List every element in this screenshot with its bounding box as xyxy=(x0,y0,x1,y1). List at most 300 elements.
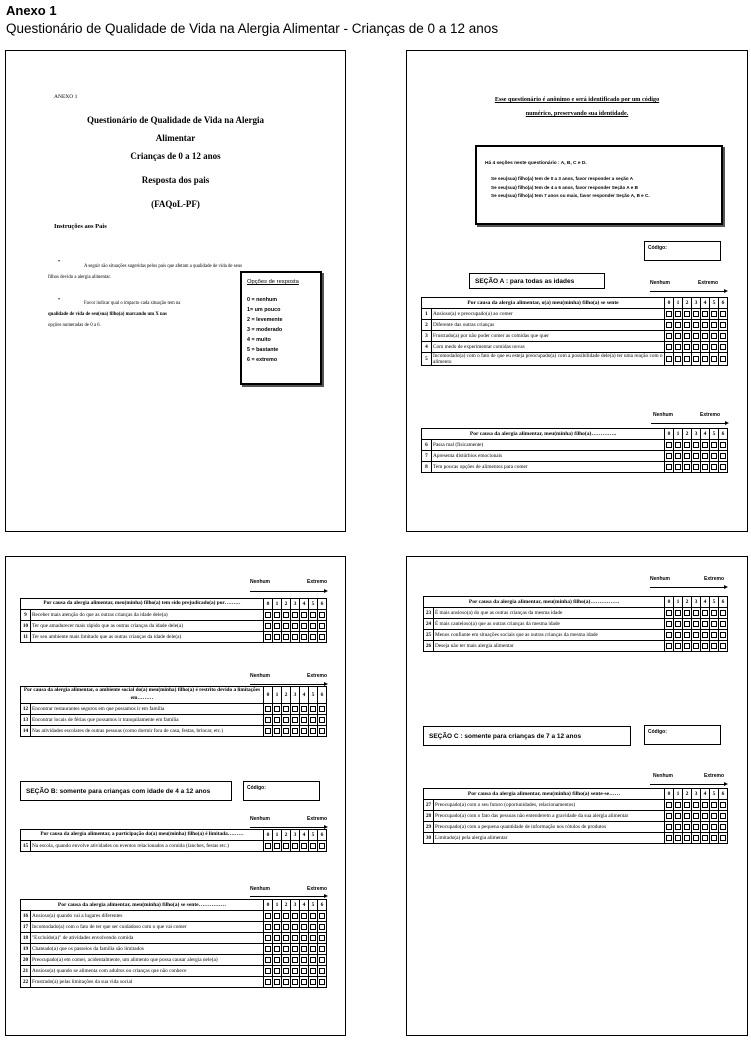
answer-checkbox[interactable] xyxy=(310,968,316,974)
answer-checkbox[interactable] xyxy=(292,935,298,941)
answer-checkbox[interactable] xyxy=(265,623,271,629)
answer-checkbox[interactable] xyxy=(684,621,690,627)
answer-checkbox[interactable] xyxy=(265,728,271,734)
answer-checkbox[interactable] xyxy=(265,924,271,930)
table-header: Por causa da alergia alimentar, a participação do(a) meu(minha) filho(a) é limitada……… xyxy=(21,830,264,841)
answer-checkbox[interactable] xyxy=(666,344,672,350)
answer-checkbox[interactable] xyxy=(702,344,708,350)
answer-checkbox[interactable] xyxy=(711,356,717,362)
answer-checkbox[interactable] xyxy=(666,356,672,362)
answer-checkbox[interactable] xyxy=(283,968,289,974)
answer-cell xyxy=(264,944,273,955)
answer-checkbox[interactable] xyxy=(310,706,316,712)
answer-cell xyxy=(309,632,318,643)
answer-checkbox[interactable] xyxy=(675,824,681,830)
scale-arrow xyxy=(651,423,727,424)
answer-checkbox[interactable] xyxy=(265,913,271,919)
code-box[interactable]: Código: xyxy=(644,241,721,261)
answer-checkbox[interactable] xyxy=(720,835,726,841)
answer-checkbox[interactable] xyxy=(684,356,690,362)
answer-cell xyxy=(282,621,291,632)
answer-checkbox[interactable] xyxy=(265,717,271,723)
answer-checkbox[interactable] xyxy=(274,612,280,618)
answer-checkbox[interactable] xyxy=(666,643,672,649)
answer-cell xyxy=(318,621,327,632)
answer-checkbox[interactable] xyxy=(265,957,271,963)
answer-checkbox[interactable] xyxy=(702,464,708,470)
answer-checkbox[interactable] xyxy=(301,717,307,723)
answer-checkbox[interactable] xyxy=(711,621,717,627)
answer-checkbox[interactable] xyxy=(319,968,325,974)
answer-checkbox[interactable] xyxy=(301,843,307,849)
answer-cell xyxy=(300,841,309,852)
answer-cell xyxy=(318,911,327,922)
answer-checkbox[interactable] xyxy=(310,612,316,618)
answer-checkbox[interactable] xyxy=(319,634,325,640)
answer-checkbox[interactable] xyxy=(274,843,280,849)
answer-checkbox[interactable] xyxy=(702,632,708,638)
answer-checkbox[interactable] xyxy=(702,453,708,459)
answer-cell xyxy=(282,966,291,977)
answer-checkbox[interactable] xyxy=(310,717,316,723)
answer-checkbox[interactable] xyxy=(720,813,726,819)
answer-cell xyxy=(318,841,327,852)
answer-checkbox[interactable] xyxy=(265,979,271,985)
answer-checkbox[interactable] xyxy=(711,442,717,448)
answer-checkbox[interactable] xyxy=(720,311,726,317)
answer-checkbox[interactable] xyxy=(301,634,307,640)
answer-checkbox[interactable] xyxy=(319,706,325,712)
anonymity-notice: Esse questionário é anônimo e será identificado por um código numérico, preservando sua identidade. xyxy=(494,96,660,117)
answer-checkbox[interactable] xyxy=(274,728,280,734)
answer-checkbox[interactable] xyxy=(711,643,717,649)
answer-checkbox[interactable] xyxy=(274,924,280,930)
answer-checkbox[interactable] xyxy=(711,824,717,830)
answer-checkbox[interactable] xyxy=(720,464,726,470)
answer-cell xyxy=(710,641,719,652)
answer-checkbox[interactable] xyxy=(702,643,708,649)
answer-checkbox[interactable] xyxy=(684,322,690,328)
answer-checkbox[interactable] xyxy=(711,632,717,638)
table-header: Por causa da alergia alimentar, meu(minha) filho(a)………….. xyxy=(422,429,665,440)
answer-checkbox[interactable] xyxy=(301,979,307,985)
answer-checkbox[interactable] xyxy=(283,946,289,952)
answer-cell xyxy=(719,822,728,833)
answer-checkbox[interactable] xyxy=(274,717,280,723)
answer-checkbox[interactable] xyxy=(711,333,717,339)
answer-checkbox[interactable] xyxy=(711,453,717,459)
answer-checkbox[interactable] xyxy=(283,706,289,712)
answer-checkbox[interactable] xyxy=(319,913,325,919)
answer-checkbox[interactable] xyxy=(283,717,289,723)
answer-checkbox[interactable] xyxy=(319,612,325,618)
answer-checkbox[interactable] xyxy=(292,612,298,618)
table-row xyxy=(21,922,327,933)
answer-cell xyxy=(309,922,318,933)
question-number: 4 xyxy=(422,342,432,353)
answer-checkbox[interactable] xyxy=(292,728,298,734)
answer-checkbox[interactable] xyxy=(265,634,271,640)
answer-checkbox[interactable] xyxy=(693,813,699,819)
answer-checkbox[interactable] xyxy=(720,453,726,459)
answer-checkbox[interactable] xyxy=(666,464,672,470)
answer-checkbox[interactable] xyxy=(310,623,316,629)
answer-cell xyxy=(719,342,728,353)
answer-checkbox[interactable] xyxy=(711,322,717,328)
answer-checkbox[interactable] xyxy=(720,344,726,350)
answer-checkbox[interactable] xyxy=(319,979,325,985)
question-text: Nas atividades escolares de outras pessoas (como dormir fora de casa, festas, brincar, etc.) xyxy=(31,725,264,736)
answer-checkbox[interactable] xyxy=(702,610,708,616)
answer-checkbox[interactable] xyxy=(693,464,699,470)
answer-checkbox[interactable] xyxy=(310,913,316,919)
answer-checkbox[interactable] xyxy=(310,935,316,941)
table-section-a-1 xyxy=(421,297,728,366)
answer-checkbox[interactable] xyxy=(319,717,325,723)
answer-checkbox[interactable] xyxy=(292,843,298,849)
answer-checkbox[interactable] xyxy=(693,824,699,830)
answer-checkbox[interactable] xyxy=(702,621,708,627)
answer-checkbox[interactable] xyxy=(711,464,717,470)
answer-cell xyxy=(318,922,327,933)
answer-checkbox[interactable] xyxy=(684,442,690,448)
answer-checkbox[interactable] xyxy=(283,623,289,629)
answer-checkbox[interactable] xyxy=(292,717,298,723)
answer-checkbox[interactable] xyxy=(292,957,298,963)
answer-cell xyxy=(701,811,710,822)
answer-checkbox[interactable] xyxy=(711,311,717,317)
answer-checkbox[interactable] xyxy=(666,621,672,627)
answer-checkbox[interactable] xyxy=(693,442,699,448)
answer-checkbox[interactable] xyxy=(720,802,726,808)
answer-cell xyxy=(282,725,291,736)
answer-cell xyxy=(701,641,710,652)
answer-checkbox[interactable] xyxy=(301,913,307,919)
answer-checkbox[interactable] xyxy=(283,843,289,849)
answer-cell xyxy=(683,342,692,353)
answer-cell xyxy=(674,320,683,331)
answer-cell xyxy=(273,911,282,922)
answer-checkbox[interactable] xyxy=(666,813,672,819)
answer-checkbox[interactable] xyxy=(720,333,726,339)
answer-checkbox[interactable] xyxy=(693,610,699,616)
answer-checkbox[interactable] xyxy=(310,979,316,985)
answer-checkbox[interactable] xyxy=(319,623,325,629)
answer-checkbox[interactable] xyxy=(684,802,690,808)
answer-checkbox[interactable] xyxy=(310,924,316,930)
answer-checkbox[interactable] xyxy=(319,924,325,930)
answer-checkbox[interactable] xyxy=(702,824,708,830)
answer-checkbox[interactable] xyxy=(274,935,280,941)
answer-checkbox[interactable] xyxy=(666,802,672,808)
answer-cell xyxy=(291,944,300,955)
answer-checkbox[interactable] xyxy=(675,344,681,350)
answer-cell xyxy=(665,440,674,451)
answer-checkbox[interactable] xyxy=(292,706,298,712)
answer-cell xyxy=(318,966,327,977)
scale-column-header: 2 xyxy=(282,599,291,610)
answer-checkbox[interactable] xyxy=(684,333,690,339)
answer-checkbox[interactable] xyxy=(274,968,280,974)
scale-column-header: 2 xyxy=(683,789,692,800)
answer-checkbox[interactable] xyxy=(675,610,681,616)
answer-checkbox[interactable] xyxy=(265,612,271,618)
answer-checkbox[interactable] xyxy=(693,453,699,459)
answer-checkbox[interactable] xyxy=(265,946,271,952)
answer-checkbox[interactable] xyxy=(693,344,699,350)
answer-checkbox[interactable] xyxy=(720,610,726,616)
code-box[interactable]: Código: xyxy=(644,725,721,745)
answer-checkbox[interactable] xyxy=(693,311,699,317)
answer-checkbox[interactable] xyxy=(666,311,672,317)
answer-checkbox[interactable] xyxy=(274,913,280,919)
answer-checkbox[interactable] xyxy=(283,957,289,963)
question-number: 14 xyxy=(21,725,31,736)
answer-cell xyxy=(264,933,273,944)
table-row xyxy=(21,944,327,955)
answer-checkbox[interactable] xyxy=(720,442,726,448)
answer-checkbox[interactable] xyxy=(702,835,708,841)
answer-checkbox[interactable] xyxy=(684,610,690,616)
answer-checkbox[interactable] xyxy=(265,706,271,712)
section-b-label: SEÇÃO B: somente para crianças com idade de 4 a 12 anos xyxy=(20,781,232,801)
question-number: 1 xyxy=(422,309,432,320)
answer-checkbox[interactable] xyxy=(675,322,681,328)
answer-checkbox[interactable] xyxy=(702,322,708,328)
answer-checkbox[interactable] xyxy=(675,356,681,362)
answer-checkbox[interactable] xyxy=(720,356,726,362)
answer-cell xyxy=(282,922,291,933)
answer-cell xyxy=(665,342,674,353)
answer-checkbox[interactable] xyxy=(301,946,307,952)
table-section-c xyxy=(423,788,728,844)
answer-checkbox[interactable] xyxy=(292,913,298,919)
question-text: Passa mal (fisicamente) xyxy=(432,440,665,451)
answer-checkbox[interactable] xyxy=(711,802,717,808)
answer-checkbox[interactable] xyxy=(711,835,717,841)
answer-checkbox[interactable] xyxy=(301,935,307,941)
answer-checkbox[interactable] xyxy=(684,835,690,841)
answer-checkbox[interactable] xyxy=(301,924,307,930)
answer-checkbox[interactable] xyxy=(301,706,307,712)
answer-checkbox[interactable] xyxy=(274,957,280,963)
answer-cell xyxy=(318,725,327,736)
answer-cell xyxy=(309,621,318,632)
answer-checkbox[interactable] xyxy=(283,634,289,640)
answer-checkbox[interactable] xyxy=(319,728,325,734)
answer-checkbox[interactable] xyxy=(310,843,316,849)
scale-column-header: 0 xyxy=(665,429,674,440)
answer-checkbox[interactable] xyxy=(283,935,289,941)
table-row xyxy=(21,955,327,966)
answer-cell xyxy=(291,966,300,977)
answer-checkbox[interactable] xyxy=(283,728,289,734)
answer-checkbox[interactable] xyxy=(693,322,699,328)
answer-cell xyxy=(273,922,282,933)
answer-cell xyxy=(674,833,683,844)
scale-column-header: 3 xyxy=(291,599,300,610)
answer-cell xyxy=(683,331,692,342)
answer-checkbox[interactable] xyxy=(675,333,681,339)
answer-cell xyxy=(318,703,327,714)
answer-checkbox[interactable] xyxy=(301,957,307,963)
answer-cell xyxy=(719,353,728,366)
instruction-1: A seguir são situações sugeridas pelos pais que afetam a qualidade de vida de seus filhos devido a alergia alimentar. xyxy=(48,264,242,280)
scale-column-header: 1 xyxy=(273,599,282,610)
answer-checkbox[interactable] xyxy=(675,802,681,808)
answer-checkbox[interactable] xyxy=(666,610,672,616)
answer-checkbox[interactable] xyxy=(684,824,690,830)
answer-checkbox[interactable] xyxy=(666,442,672,448)
answer-checkbox[interactable] xyxy=(702,813,708,819)
table-header: Por causa da alergia alimentar, meu(minha) filho(a) tem sido prejudicado(a) por……… xyxy=(21,599,264,610)
scale-column-header: 3 xyxy=(291,687,300,704)
answer-checkbox[interactable] xyxy=(675,643,681,649)
answer-checkbox[interactable] xyxy=(292,968,298,974)
scale-column-header: 4 xyxy=(701,298,710,309)
answer-checkbox[interactable] xyxy=(283,979,289,985)
answer-cell xyxy=(309,966,318,977)
answer-checkbox[interactable] xyxy=(693,835,699,841)
table-row xyxy=(21,632,327,643)
answer-checkbox[interactable] xyxy=(274,634,280,640)
answer-checkbox[interactable] xyxy=(675,632,681,638)
scale-column-header: 6 xyxy=(318,830,327,841)
answer-checkbox[interactable] xyxy=(301,968,307,974)
answer-checkbox[interactable] xyxy=(292,946,298,952)
answer-checkbox[interactable] xyxy=(292,924,298,930)
scale-column-header: 3 xyxy=(692,429,701,440)
answer-checkbox[interactable] xyxy=(675,835,681,841)
answer-checkbox[interactable] xyxy=(319,946,325,952)
answer-cell xyxy=(692,353,701,366)
answer-checkbox[interactable] xyxy=(684,813,690,819)
answer-cell xyxy=(264,725,273,736)
answer-checkbox[interactable] xyxy=(684,344,690,350)
scale-column-header: 2 xyxy=(282,830,291,841)
answer-checkbox[interactable] xyxy=(720,322,726,328)
scale-column-header: 1 xyxy=(674,429,683,440)
answer-checkbox[interactable] xyxy=(283,612,289,618)
answer-checkbox[interactable] xyxy=(265,968,271,974)
answer-cell xyxy=(674,440,683,451)
answer-checkbox[interactable] xyxy=(693,333,699,339)
answer-cell xyxy=(264,922,273,933)
answer-checkbox[interactable] xyxy=(675,453,681,459)
answer-checkbox[interactable] xyxy=(666,333,672,339)
answer-cell xyxy=(719,630,728,641)
answer-checkbox[interactable] xyxy=(310,946,316,952)
answer-cell xyxy=(674,462,683,473)
answer-checkbox[interactable] xyxy=(301,623,307,629)
answer-checkbox[interactable] xyxy=(702,333,708,339)
table-row xyxy=(21,714,327,725)
answer-cell xyxy=(710,630,719,641)
scale-column-header: 3 xyxy=(692,298,701,309)
answer-cell xyxy=(674,342,683,353)
answer-checkbox[interactable] xyxy=(693,802,699,808)
answer-checkbox[interactable] xyxy=(319,957,325,963)
answer-checkbox[interactable] xyxy=(702,802,708,808)
answer-checkbox[interactable] xyxy=(265,935,271,941)
answer-cell xyxy=(273,841,282,852)
answer-checkbox[interactable] xyxy=(684,311,690,317)
answer-cell xyxy=(701,451,710,462)
answer-checkbox[interactable] xyxy=(711,813,717,819)
answer-checkbox[interactable] xyxy=(702,311,708,317)
answer-checkbox[interactable] xyxy=(666,824,672,830)
answer-checkbox[interactable] xyxy=(283,924,289,930)
answer-checkbox[interactable] xyxy=(693,643,699,649)
code-box[interactable]: Código: xyxy=(243,781,320,801)
scale-column-header: 6 xyxy=(318,599,327,610)
answer-checkbox[interactable] xyxy=(684,464,690,470)
question-number: 17 xyxy=(21,922,31,933)
answer-checkbox[interactable] xyxy=(666,632,672,638)
answer-checkbox[interactable] xyxy=(675,442,681,448)
answer-checkbox[interactable] xyxy=(666,835,672,841)
answer-checkbox[interactable] xyxy=(693,356,699,362)
answer-checkbox[interactable] xyxy=(283,913,289,919)
answer-checkbox[interactable] xyxy=(684,643,690,649)
answer-cell xyxy=(282,632,291,643)
answer-checkbox[interactable] xyxy=(319,843,325,849)
answer-checkbox[interactable] xyxy=(720,621,726,627)
answer-cell xyxy=(273,632,282,643)
answer-checkbox[interactable] xyxy=(310,728,316,734)
answer-checkbox[interactable] xyxy=(274,706,280,712)
answer-checkbox[interactable] xyxy=(265,843,271,849)
answer-cell xyxy=(264,955,273,966)
answer-checkbox[interactable] xyxy=(720,632,726,638)
answer-checkbox[interactable] xyxy=(711,610,717,616)
answer-checkbox[interactable] xyxy=(319,935,325,941)
answer-checkbox[interactable] xyxy=(274,623,280,629)
answer-checkbox[interactable] xyxy=(693,621,699,627)
answer-checkbox[interactable] xyxy=(666,322,672,328)
answer-checkbox[interactable] xyxy=(675,621,681,627)
scale-column-header: 5 xyxy=(710,789,719,800)
answer-checkbox[interactable] xyxy=(675,311,681,317)
answer-checkbox[interactable] xyxy=(720,643,726,649)
answer-checkbox[interactable] xyxy=(301,728,307,734)
answer-checkbox[interactable] xyxy=(720,824,726,830)
answer-checkbox[interactable] xyxy=(675,464,681,470)
page1-title: Questionário de Qualidade de Vida na Alergia Alimentar xyxy=(86,115,265,143)
answer-cell xyxy=(665,641,674,652)
answer-checkbox[interactable] xyxy=(693,632,699,638)
answer-checkbox[interactable] xyxy=(292,979,298,985)
answer-cell xyxy=(665,833,674,844)
answer-checkbox[interactable] xyxy=(711,344,717,350)
answer-checkbox[interactable] xyxy=(292,623,298,629)
answer-checkbox[interactable] xyxy=(301,612,307,618)
answer-checkbox[interactable] xyxy=(274,946,280,952)
answer-checkbox[interactable] xyxy=(666,453,672,459)
answer-cell xyxy=(291,621,300,632)
answer-cell xyxy=(291,922,300,933)
answer-checkbox[interactable] xyxy=(684,453,690,459)
answer-checkbox[interactable] xyxy=(274,979,280,985)
scale-column-header: 3 xyxy=(692,789,701,800)
answer-checkbox[interactable] xyxy=(702,442,708,448)
answer-checkbox[interactable] xyxy=(684,632,690,638)
answer-checkbox[interactable] xyxy=(310,957,316,963)
answer-checkbox[interactable] xyxy=(675,813,681,819)
answer-checkbox[interactable] xyxy=(310,634,316,640)
answer-checkbox[interactable] xyxy=(702,356,708,362)
answer-checkbox[interactable] xyxy=(292,634,298,640)
